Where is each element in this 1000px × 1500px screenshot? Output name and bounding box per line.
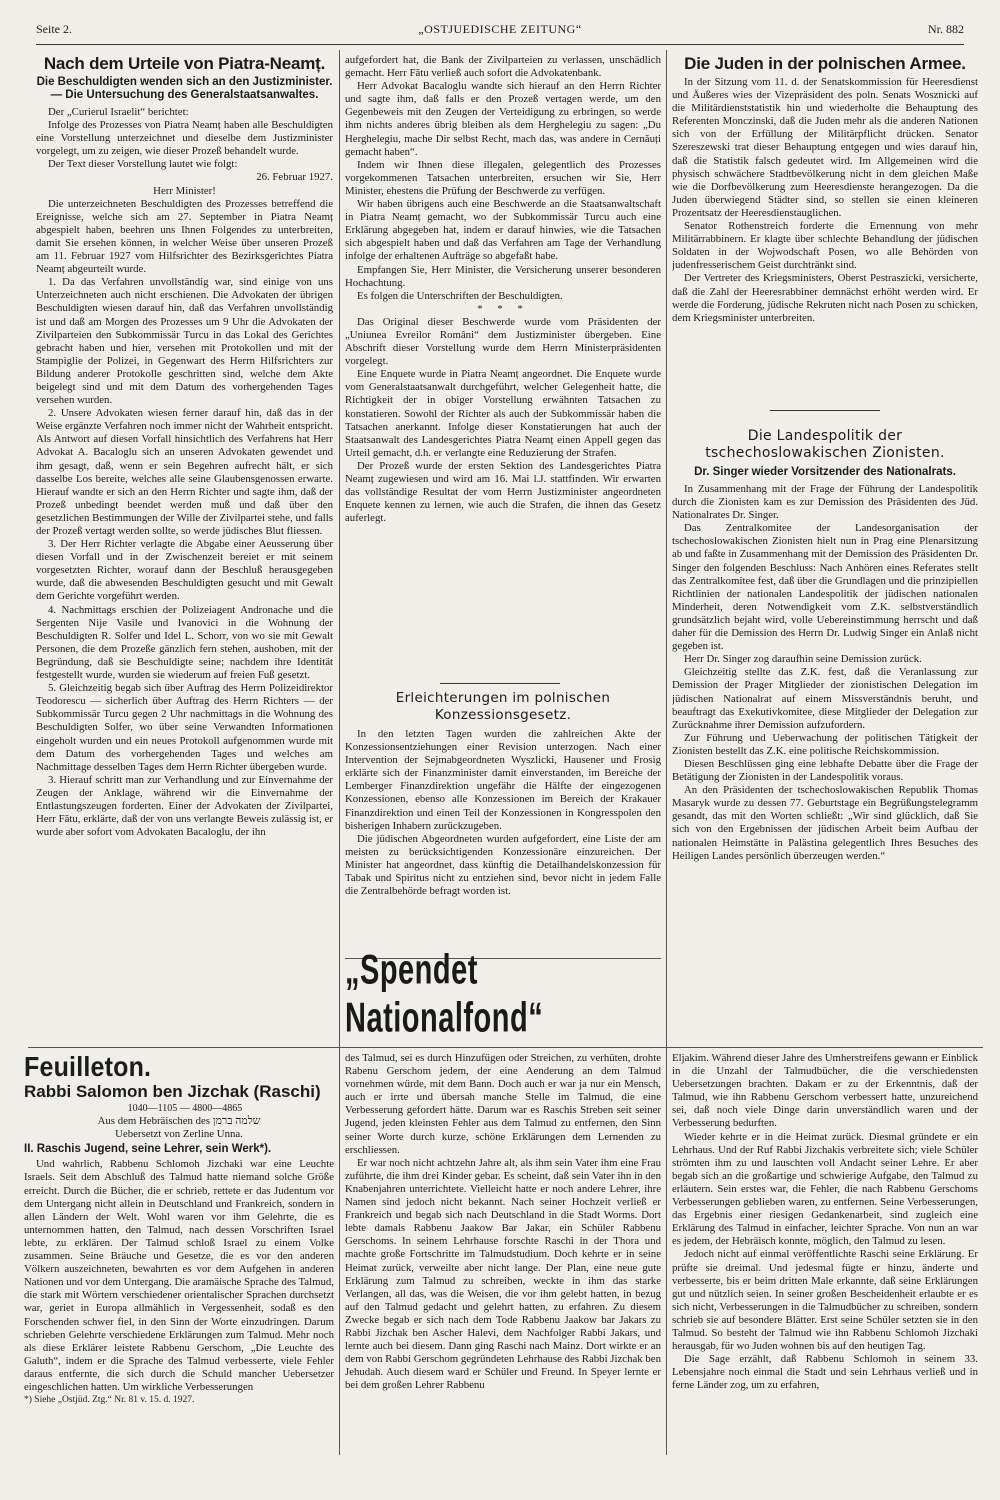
- article-title: Nach dem Urteile von Piatra-Neamț.: [43, 54, 326, 73]
- paragraph: Und wahrlich, Rabbenu Schlomoh Jizchaki war eine Leuchte Israels. Seit dem Abschluß des Talmud hatte niemand solche Größe erreicht. Durch die Bücher, die er schrieb, rettete er das Judentum vor dem Untergang nicht allein in Deutschland und Frankreich, sondern in allen Ländern der Welt. Wohl waren vor ihm Gelehrte, die es unternommen hatten, den Talmud, nach dessen Vorschriften Israel lebte, zu erklären. Der Talmud schloß Israel zu einem Volke zusammen. Seine Bräuche und Gesetze, die es vor den anderen Völkern auszeichneten, bewahrten es vor dem Aufgehen in anderen Nationen und vor dem Untergang. Die aramäische Sprache des Talmud, die stark mit Wörtern verschiedener orientalischer Sprachen durchsetzt war, geriet in Europa allmählich in Vergessenheit, sodaß es den Forschenden schwer fiel, in den Sinn der Worte einzudringen. Darum schrieben Gelehrte verschiedene Erklärungen zum Talmud. Mehr noch als diese Erklärer leistete Rabbenu Gerschom, „Die Leuchte des Galuth“, indem er die Sprache des Talmud verbesserte, viele Fehler daraus entfernte, die sich durch die Schuld mancher Uebersetzer eingeschlichen hatten. Um wirkliche Verbesserungen: [24, 1158, 334, 1393]
- paragraph: 2. Unsere Advokaten wiesen ferner darauf hin, daß das in der Weise ergänzte Verfahren noch immer nicht der Wahrheit entspricht. Als Antwort auf diesen Vorfall hinsichtlich des Verfahrens hat Herr Advokat A. Bacaloglu sich an unseren Advokaten gewendet und ihm gesagt, daß, wenn er sein Begehren aufrecht hält, er sich dasselbe Los bereite, welches alle seine Glaubensgenossen erwarte. Hierauf wandte er sich an den Herrn Richter und sagte ihm, daß der Prozeß unbedingt beendet werden muß und daß über den gesetzlichen Bestimmungen der Wille der Zivilpartei stehe, und falls der Prozeß vertagt werden sollte, so werde jüdisches Blut fliessen.: [36, 407, 333, 537]
- article-piatra-neamt: [36, 54, 333, 1044]
- paragraph: Gleichzeitig stellte das Z.K. fest, daß die Veranlassung zur Demission der Prager Mitglieder der zionistischen Delegation im jüdischen Nationalrat auf einem Missverständnis beruht, und beauftragt das Exekutivkomitee, diese Mitglieder der Delegation zur Zurücknahme ihrer Demission aufzufordern.: [672, 666, 978, 731]
- header-rule: [36, 44, 964, 45]
- article-title: Erleichterungen im polnischen Konzessionsgesetz.: [395, 690, 611, 723]
- paragraph: In Zusammenhang mit der Frage der Führung der Landespolitik durch die Zionisten kam es zur Demission des Präsidenten des Jüd. Nationalrates Dr. Singer.: [672, 483, 978, 522]
- page-number: Seite 2.: [36, 22, 72, 36]
- paragraph: Empfangen Sie, Herr Minister, die Versicherung unserer besonderen Hochachtung.: [345, 263, 661, 289]
- paragraph: 5. Gleichzeitig begab sich über Auftrag des Herrn Polizeidirektor Teodorescu — sicherlich über Auftrag des Herrn Richters — der Subkommissär Turcu gegen 2 Uhr nachmittags in die Wohnung des Beschuldigten Solfer, wo über seine Verwandten Informationen eingeholt wurden und ein neues Protokoll aufgenommen wurde mit dem Datum des vorhergehenden Tages und welches am Nachmittage desselben Tages dem Herrn Richter übergeben wurde.: [36, 682, 333, 773]
- paragraph: Das Original dieser Beschwerde wurde vom Präsidenten der „Uniunea Evreilor Români“ dem Justizminister übergeben. Eine Abschrift dieser Vorstellung wurde dem Herrn Ministerpräsidenten vorgelegt.: [345, 315, 661, 368]
- article-tschechoslowakische-zionisten: [672, 428, 978, 1040]
- paragraph: Wir haben übrigens auch eine Beschwerde an die Staatsanwaltschaft in Piatra Neamț gemacht, wo der Subkommissär Turcu auch eine Erklärung abgegeben hat, indem er darauf hinwies, wie die Tatsachen sich abgespielt haben und daß das Verfahren am Tage der Verhandlung infolge der erhaltenen Aufträge so abgefaßt habe.: [345, 198, 661, 263]
- footnote: *) Siehe „Ostjüd. Ztg.“ Nr. 81 v. 15. d. 1927.: [24, 1395, 195, 1406]
- paragraph: Herr Dr. Singer zog daraufhin seine Demission zurück.: [684, 653, 922, 666]
- paragraph: Es folgen die Unterschriften der Beschuldigten.: [357, 289, 563, 302]
- paragraph: Das Zentralkomitee der Landesorganisation der tschechoslowakischen Zionisten hielt nun in Prag eine Plenarsitzung ab und faßte in Zusammenhang mit der Demission des Präsidenten Dr. Singer den folgenden Beschluss: Nach Anhören eines Referates stellt das Zentralkomitee fest, daß über die Grundlagen und die prinzipiellen Richtlinien der nationalen Landespolitik der jüdischen nationalen Minderheit, deren Notwendigkeit vom Z.K. selbstverständlich grundsätzlich bejaht wird, volle Uebereinstimmung herrscht und daß daher für die Demission des Herrn Dr. Ludwig Singer ein Anlaß nicht gegeben ist.: [672, 522, 978, 653]
- article-juden-armee: [672, 54, 978, 404]
- column-rule: [339, 50, 340, 1455]
- paragraph: In den letzten Tagen wurden die zahlreichen Akte der Konzessionsentziehungen einer Revision unterzogen. Nach einer Intervention der Sejmabgeordneten Wyszlicki, Hausener und Frosig erklärte sich der Finanzminister damit einverstanden, im Bereiche der Lemberger Finanzdirektion ungefähr die Hälfte der eingezogenen Konzessionen, ebenso alle Konzessionen im Bereich der Krakauer Finanzdirektion und einen Teil der Konzessionen in Kongresspolen den bisherigen Inhabern zurückzugeben.: [345, 728, 661, 832]
- separator-stars: * * *: [477, 302, 529, 315]
- paragraph: Die jüdischen Abgeordneten wurden aufgefordert, eine Liste der am meisten zu berücksichtigenden Konzessionäre einzureichen. Der Minister hat angeordnet, dass künftig die Detailhandelskonzession für Tabak und Spiritus nicht zu entziehen sind, bevor nicht in jedem Falle die Zentralbehörde befragt worden ist.: [345, 832, 661, 898]
- paragraph: Senator Rothenstreich forderte die Ernennung von mehr Militärrabbinern. Er klagte über schlechte Behandlung der jüdischen Soldaten in der Wojwodschaft Posen, wo alle Behörden von judenfresserischem Geist durchtränkt sind.: [672, 220, 978, 272]
- paragraph: Infolge des Prozesses von Piatra Neamț haben alle Beschuldigten eine Vorstellung unterzeichnet und dieselbe dem Justizminister vorgelegt, um zu zeigen, wie dieser Prozeß behandelt wurde.: [36, 119, 333, 158]
- feuilleton-column-3: [672, 1052, 978, 1492]
- paragraph: 3. Der Herr Richter verlagte die Abgabe einer Aeusserung über diesen Vorfall und in der Zwischenzeit bereiet er mit seinem vorgesetzten Richter, worauf dann der Beschluß herausgegeben wurde, daß die abwesenden Beschuldigten gesucht und mit Gewalt dem Gerichte vorgeführt werden.: [36, 538, 333, 603]
- paragraph: aufgefordert hat, die Bank der Zivilparteien zu verlassen, unschädlich gemacht. Herr Fătu verließ auch sofort die Advokatenbank.: [345, 54, 661, 80]
- letter-date: 26. Februar 1927.: [256, 171, 333, 184]
- paragraph: Indem wir Ihnen diese illegalen, gelegentlich des Prozesses vorgekommenen Tatsachen unterbreiten, ersuchen wir Sie, Herr Minister, ehestens die Prüfung der Beschwerde zu verfügen.: [345, 158, 661, 197]
- paragraph: Wieder kehrte er in die Heimat zurück. Diesmal gründete er ein Lehrhaus. Und der Ruf Rabbi Jizchakis verbreitete sich; viele Schüler strömten ihm zu und lauschten voll Andacht seiner Lehre. Er aber begab sich an die großartige und schwierige Aufgabe, den Talmud zu erläutern. Sein erstes war, die Fehler, die nach Rabbenu Gerschoms Verbesserungen geblieben waren, zu entfernen. Seine Verbesserungen, das Ergebnis einer riesigen Gedankenarbeit, sind zugleich eine Erklärung des Talmud in einfacher, leichter Sprache. Von nun an war es jedem, der Hebräisch konnte, möglich, den Talmud zu lesen.: [672, 1130, 978, 1248]
- paragraph: Jedoch nicht auf einmal veröffentlichte Raschi seine Erklärung. Er prüfte sie dreimal. Und jedesmal fügte er hinzu, änderte und verbesserte, bis er beim dritten Male erkannte, daß seine Erklärungen gut und nützlich seien. In seiner großen Bescheidenheit erlaubte er es sich nicht, Verbesserungen in die Talmudbücher zu schreiben, sondern schrieb sie auf besondere Blätter. Erst seine Schüler setzten sie in den Talmud. So besteht der Talmud wie ihn Rabbenu Schlomoh Jizchaki herausgab, für wo Juden wohnen bis auf den heutigen Tag.: [672, 1248, 978, 1353]
- paragraph: Der „Curierul Israelit“ berichtet:: [48, 106, 189, 118]
- paragraph: Er war noch nicht achtzehn Jahre alt, als ihm sein Vater ihm eine Frau zuführte, die ihm drei Kinder gebar. Es scheint, daß sein Vater ihn in den Knabenjahren unterrichtete. Vielleicht hatte er noch andere Lehrer, ihre Namen sind jedoch nicht bekannt. Nach seiner Hochzeit verließ er Frankreich und begab sich nach Deutschland in die Stadt Worms. Dort lebte damals Rabbenu Jaakow Bar Jakar, ein Schüler Rabbenu Gerschoms. In seinem Lehrhause forschte Raschi in der Thora und machte große Fortschritte im Talmudstudium. Doch kehrte er in seine Heimat zurück, verweilte aber nicht lange. Der Plan, eine neue gute Erklärung zum Talmud zu schreiben, weckte in ihm das starke Verlangen, all das, was die Weisen, die vor ihm gelebt hatten, in bezug auf den Talmud gedacht und gelehrt hatten, zu erfahren. Zu diesem Zwecke begab er sich nach dem Tode Rabbenu Jaakow bar Jakars zu Rabbi Jizchak ben Ascher Halevi, dem Nachfolger Rabbi Jakars, und lernte auch bei diesem. Dann ging Raschi nach Mainz. Dort wirkte er an dem von Rabbi Gerschom gegründeten Lehrhause des Rabbi Jizchak ben Jehudah. Auch diesem ward er Schüler und Freund. In Speyer lernte er bei dem großen Lehrer Rabbenu: [345, 1156, 661, 1392]
- paragraph: Eljakim. Während dieser Jahre des Umherstreifens gewann er Einblick in die Unzahl der Talmudbücher, die die verschiedensten Uebersetzungen brachten. Dakam er zu der Erkenntnis, daß der Talmud, wie ihn Rabbenu Gerschom verbessert hatte, unzureichend sei, daß noch viele Dinge darin unverständlich waren und der Verbesserung bedurften.: [672, 1052, 978, 1130]
- paragraph: 4. Nachmittags erschien der Polizeiagent Andronache und die Sergenten Nije Vasile und Ivanovici in die Wohnung der Beschuldigten R. Solfer und Idel L. Schorr, von wo sie mit Gewalt Personen, die dem Prozeße gänzlich fern stehen, aushoben, mit der Begründung, daß sie Beschuldigte seine; nachdem ihre Identität festgestellt wurde, wurden sie wiederum auf freien Fuß gesetzt.: [36, 603, 333, 682]
- paragraph: Diesen Beschlüssen ging eine lebhafte Debatte über die Frage der Betätigung der Zionisten in der Landespolitik voraus.: [672, 757, 978, 784]
- paragraph: Die Sage erzählt, daß Rabbenu Schlomoh in seinem 33. Lebensjahre noch einmal die Stadt und sein Lehrhaus verließ und in ferne Länder zog, um zu erfahren,: [672, 1353, 978, 1392]
- paragraph: 3. Hierauf schritt man zur Verhandlung und zur Einvernahme der Zeugen der Anklage, während wir die Einvernahme der Entlastungszeugen forderten. Einer der Advokaten der Zivilpartei, Herr Fătu, erklärte, daß der von uns verlangte Beweis zulässig ist, er wurde aber sofort vom Advokaten Bacaloglu, der ihn: [36, 773, 333, 839]
- newspaper-name: „OSTJUEDISCHE ZEITUNG“: [418, 22, 582, 36]
- feuilleton-rule: [28, 1047, 983, 1048]
- paragraph: Die unterzeichneten Beschuldigten des Prozesses betreffend die Ereignisse, welche sich am 27. September in Piatra Neamț abgespielt haben, beehren uns Ihnen Folgendes zu unterbreiten, damit Sie ersehen können, in welcher Weise über unseren Prozeß am 11. Februar 1927 vom Hilfsrichter des Bezirksgerichtes Piatra Neamț abgeurteilt wurde.: [36, 197, 333, 276]
- paragraph: An den Präsidenten der tschechoslowakischen Republik Thomas Masaryk wurde zu dessen 77. Geburtstage ein Begrüßungstelegramm gesandt, das mit den Worten schließt: „Wir sind glücklich, daß Sie sich von den Ergebnissen der jüdischen Arbeit beim Aufbau der nationalen Heimstätte in Palästina gelegentlich Ihres Besuches des Heiligen Landes persönlich überzeugen werden.“: [672, 784, 978, 862]
- paragraph: Der Prozeß wurde der ersten Sektion des Landesgerichtes Piatra Neamț zugewiesen und wird am 16. Mai l.J. stattfinden. Wir erwarten das vollständige Resultat der vom Herrn Justizminister angeordneten Enquete kennen zu lernen, wie auch die Strafen, die ihnen das Gesetz auferlegt.: [345, 459, 661, 525]
- article-konzessionsgesetz: [345, 690, 661, 952]
- paragraph: des Talmud, sei es durch Hinzufügen oder Streichen, zu verhüten, drohte Rabenu Gerschom jedem, der eine Aenderung an dem Talmud vornehmen würde, mit dem Bann. Doch auch er war ja nur ein Mensch, auch er irrte und übersah manche Stelle im Talmud, die eine Verbesserung gefordert hätte. Darum war es Raschis Streben seit seiner Jugend, jeden kleinsten Fehler aus dem Talmud zu entfernen, den Sinn seiner Worte durch kurze, schöne Erklärungen dem Lernenden zu erschliessen.: [345, 1052, 661, 1156]
- salutation: Herr Minister!: [153, 184, 216, 197]
- paragraph: Der Text dieser Vorstellung lautet wie folgt:: [48, 158, 238, 171]
- feuilleton-column-1: [24, 1052, 334, 1492]
- article-subtitle: Die Beschuldigten wenden sich an den Justizminister. — Die Untersuchung des Generalstaatsanwaltes.: [36, 76, 333, 101]
- paragraph: Zur Führung und Ueberwachung der politischen Tätigkeit der Zionisten bestellt das Z.K. eine politische Reichskommission.: [672, 731, 978, 757]
- article-subtitle: Dr. Singer wieder Vorsitzender des Nationalrats.: [694, 466, 956, 478]
- translator: Uebersetzt von Zerline Unna.: [115, 1128, 243, 1141]
- paragraph: Herr Advokat Bacaloglu wandte sich hierauf an den Herrn Richter und sagte ihm, daß falls er den Prozeß vertagen werde, um den Gegenbeweis mit den Zeugen der Verteidigung zu erbringen, so werde ihm nichts anderes übrig bleiben als dem Herghelegiu zu sagen: „Du Herghelegiu, mache Dir selbst Recht, mach das, was andere in Cernăuți gemacht haben“.: [345, 80, 661, 158]
- translated-from: Aus dem Hebräischen des שלמה ברמן: [97, 1115, 261, 1128]
- article-divider: [440, 683, 560, 684]
- column-rule: [666, 50, 667, 1455]
- paragraph: In der Sitzung vom 11. d. der Senatskommission für Heeresdienst und Äußeres wies der Vizepräsident des poln. Senats Wosznicki auf die Militärdienststatistik hin und wiederholte die Behauptung des Referenten Monczinski, daß die Juden mehr als die anderen Nationen sich von der Erfüllung der Militärpflicht drücken. Senator Szereszewski trat dieser Behauptung entgegen und wies darauf hin, daß die Statistik falsch gedeutet wird. Im Allgemeinen wird die physisch schwächere Stadtbevölkerung nicht in dem gleichen Maße wie die Dorfbevölkerung zum Heeresdienste herangezogen. Da die Juden überwiegend Städter sind, so stellen sie einen kleineren Prozentsatz der Heeresdienstauglichen.: [672, 76, 978, 219]
- paragraph: Eine Enquete wurde in Piatra Neamț angeordnet. Die Enquete wurde vom Generalstaatsanwalt durchgeführt, welcher Gelegenheit hatte, die Richtigkeit der in obiger Vorstellung erwähnten Tatsachen zu konstatieren. Sowohl der Richter als auch der Subkommissär haben die Tatsachen anerkannt. Infolge dieser Konstatierungen hat auch der Staatsanwalt des Landesgerichtes Piatra Neamț einen Appell gegen das Urteil gemacht, d.h. er verlangte eine Reduzierung der Strafen.: [345, 368, 661, 459]
- feuilleton-years: 1040—1105 — 4800—4865: [127, 1103, 243, 1114]
- article-title: Die Juden in der polnischen Armee.: [684, 54, 966, 73]
- article-title: Die Landespolitik der tschechoslowakischen Zionisten.: [705, 428, 945, 461]
- article-divider: [770, 410, 880, 411]
- issue-number: Nr. 882: [928, 22, 964, 36]
- feuilleton-title: Rabbi Salomon ben Jizchak (Raschi): [24, 1082, 321, 1101]
- feuilleton-column-2: [345, 1052, 661, 1492]
- advertisement-nationalfond: „Spendet Nationalfond“: [345, 947, 544, 1042]
- article-piatra-neamt-continued: [345, 54, 661, 674]
- paragraph: 1. Da das Verfahren unvollständig war, sind einige von uns Unterzeichneten auch nicht erschienen. Die Advokaten der übrigen Beschuldigten wiesen darauf hin, daß das Verfahren unvollständig ist und daß am Morgen des Prozesses um 9 Uhr die Advokaten der Zivilparteien den Subkommissär Turcu in das Lokal des Gerichtes gebracht haben und hier, versehen mit Protokollen und mit der Stampiglie der Polizei, in Gegenwart des Herrn Hilfsrichters zur Bildung anderer Protokolle geschritten sind, welche dem Akte beigelegt sind und mit dem Datum des vorhergehenden Tages versehen wurden.: [36, 276, 333, 407]
- chapter-heading: II. Raschis Jugend, seine Lehrer, sein Werk*).: [24, 1143, 272, 1156]
- page-header: [36, 22, 964, 42]
- feuilleton-heading: Feuilleton.: [24, 1052, 152, 1083]
- paragraph: Der Vertreter des Kriegsministers, Oberst Pestraszicki, versicherte, daß die Zahl der Heeresrabbiner demnächst erhöht werden wird. Er werde die Forderung, jüdische Rekruten nicht nach Posen zu schicken, dem Kriegsminister unterbreiten.: [672, 272, 978, 324]
